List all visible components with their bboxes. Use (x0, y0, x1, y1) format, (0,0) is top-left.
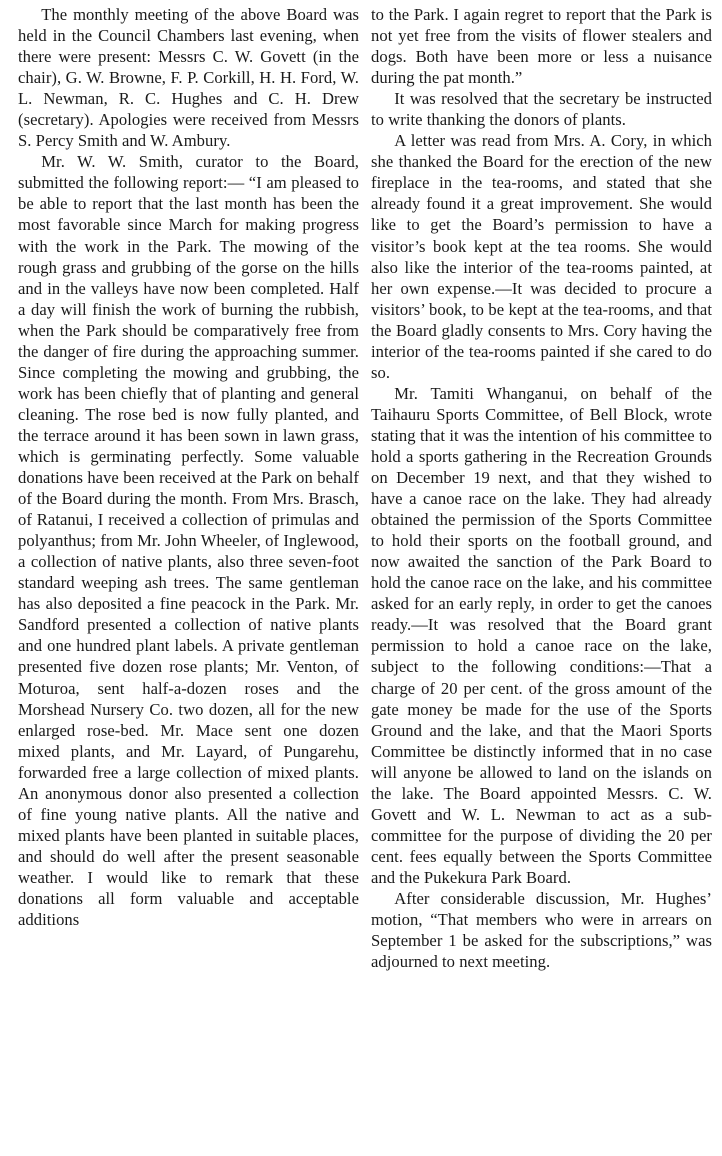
paragraph-curator-report: Mr. W. W. Smith, curator to the Board, submitted the following report:— “I am pleased to be able to report that the last month has been the most favorable since March for making progress with the work in the Park. The mowing of the rough grass and grubbing of the gorse on the hills and in the valleys have now been completed. Half a day will finish the work of burning the rubbish, when the Park should be comparatively free from the danger of fire during the approaching summer. Since completing the mowing and grubbing, the work has been chiefly that of planting and general cleaning. The rose bed is now fully planted, and the terrace around it has been sown in lawn grass, which is germinating perfectly. Some valuable donations have been received at the Park on behalf of the Board during the month. From Mrs. Brasch, of Ratanui, I received a collection of primulas and polyanthus; from Mr. John Wheeler, of Inglewood, a collection of native plants, also three seven-foot standard weeping ash trees. The same gentleman has also deposited a fine peacock in the Park. Mr. Sandford presented a collection of native plants and one hundred plant labels. A private gentleman presented five dozen rose plants; Mr. Venton, of Moturoa, sent half-a-dozen roses and the Morshead Nursery Co. two dozen, all for the new enlarged rose-bed. Mr. Mace sent one dozen mixed plants, and Mr. Layard, of Pungarehu, forwarded free a large collection of mixed plants. An anonymous donor also presented a collection of fine young native plants. All the native and mixed plants have been planted in suitable places, and should do well after the present seasonable weather. I would like to remark that these donations all form valuable and acceptable additions (18, 152, 359, 930)
right-column (371, 4, 712, 1156)
paragraph-meeting-attendance: The monthly meeting of the above Board was held in the Council Chambers last evening, when there were present: Messrs C. W. Govett (in the chair), G. W. Browne, F. P. Corkill, H. H. Ford, W. L. Newman, R. C. Hughes and C. H. Drew (secretary). Apologies were received from Messrs S. Percy Smith and W. Ambury. (18, 5, 359, 151)
paragraph-report-continuation: to the Park. I again regret to report that the Park is not yet free from the visits of flower stealers and dogs. Both have been more or less a nuisance during the pat month.” (371, 5, 712, 88)
paragraph-thanks-resolution: It was resolved that the secretary be instructed to write thanking the donors of plants. (371, 89, 712, 130)
paragraph-cory-letter: A letter was read from Mrs. A. Cory, in which she thanked the Board for the erection of the new fireplace in the tea-rooms, and stated that she already found it a great improvement. She would like to get the Board’s permission to have a visitor’s book kept at the tea rooms. She would also like the interior of the tea-rooms painted, at her own expense.—It was decided to procure a visitors’ book, to be kept at the tea-rooms, and that the Board gladly consents to Mrs. Cory having the interior of the tea-rooms painted if she cared to do so. (371, 131, 712, 382)
left-column (10, 4, 359, 1156)
paragraph-hughes-motion: After considerable discussion, Mr. Hughes’ motion, “That members who were in arrears on September 1 be asked for the subscriptions,” was adjourned to next meeting. (371, 888, 712, 972)
paragraph-sports-committee: Mr. Tamiti Whanganui, on behalf of the Taihauru Sports Committee, of Bell Block, wrote stating that it was the intention of his committee to hold a sports gathering in the Recreation Grounds on December 19 next, and that they wished to have a canoe race on the lake. They had already obtained the permission of the Sports Committee to hold their sports on the football ground, and now awaited the sanction of the Park Board to hold the canoe race on the lake, and his committee asked for an early reply, in order to get the canoes ready.—It was resolved that the Board grant permission to hold a canoe race on the lake, subject to the following conditions:—That a charge of 20 per cent. of the gross amount of the gate money be made for the use of the Sports Ground and the lake, and that the Maori Sports Committee be distinctly informed that in no case will anyone be allowed to land on the islands on the lake. The Board appointed Messrs. C. W. Govett and W. L. Newman to act as a sub-committee for the purpose of dividing the 20 per cent. fees equally between the Sports Committee and the Pukekura Park Board. (371, 383, 712, 887)
